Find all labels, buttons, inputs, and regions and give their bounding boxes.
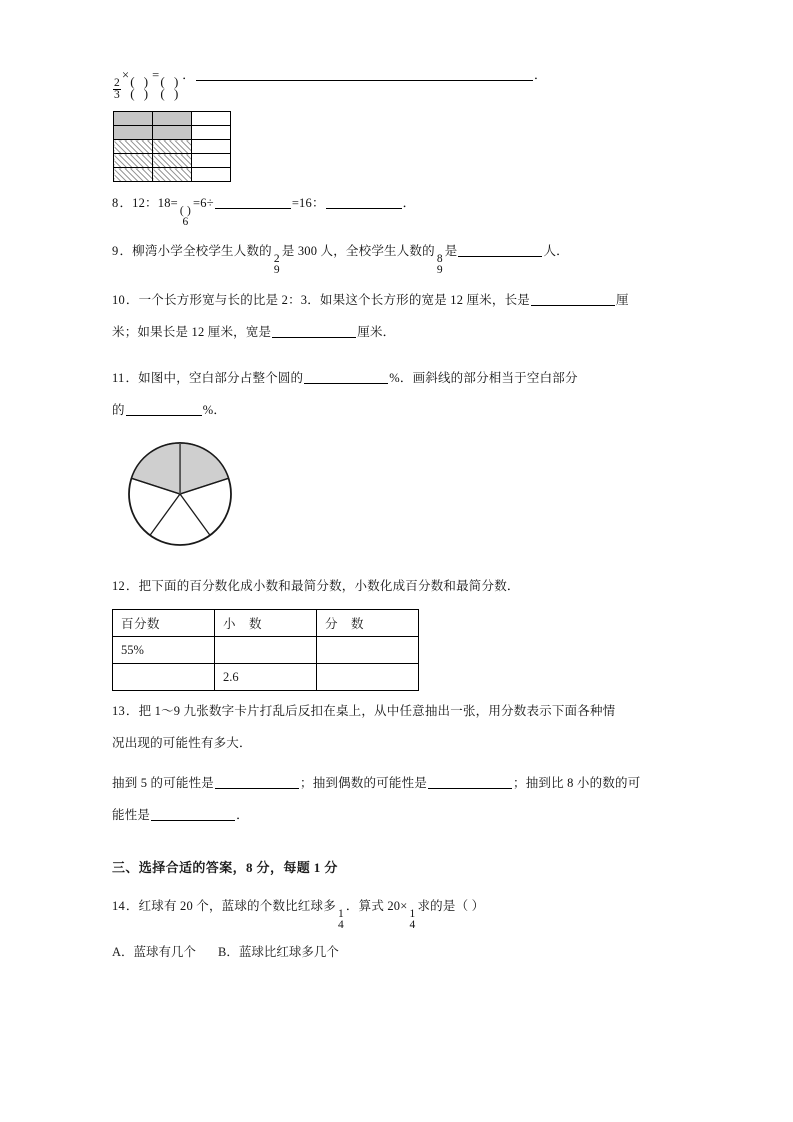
question-11-number: 11: [112, 371, 125, 385]
answer-blank-9[interactable]: [458, 243, 542, 257]
question-9-text-b: 是 300 人，全校学生人数的: [281, 244, 435, 258]
table-row: [114, 140, 231, 154]
question-8-text-a: 12：18=: [132, 196, 178, 210]
question-13-line4: [112, 799, 684, 831]
section-3-heading: 三、选择合适的答案，8 分，每题 1 分: [112, 860, 338, 875]
question-11-line2: [112, 394, 684, 426]
fraction-two-ninths: 2 9: [273, 253, 280, 276]
question-14-choices: [112, 939, 684, 965]
grid-cell: [153, 140, 192, 154]
answer-blank-8b[interactable]: [326, 195, 402, 209]
question-9-number: 9: [112, 244, 119, 258]
question-10-number: 10: [112, 293, 125, 307]
question-11-text-c: 的: [112, 403, 125, 417]
table-row: [114, 112, 231, 126]
pie-chart-five-sectors: [126, 440, 234, 548]
question-9: [112, 236, 684, 276]
table-header-row: [113, 610, 419, 637]
answer-blank-11a[interactable]: [304, 370, 388, 384]
equals-sign: =: [152, 68, 160, 82]
fraction-one-quarter-a: 1 4: [337, 908, 344, 931]
question-14-dot: ．: [125, 899, 139, 913]
answer-blank-10a[interactable]: [531, 292, 615, 306]
grid-cell: [192, 126, 231, 140]
question-13-text-e: ；抽到比 8 小的数的可: [513, 776, 641, 790]
question-14: [112, 889, 684, 931]
worksheet-page: [112, 0, 684, 965]
grid-cell: [153, 168, 192, 182]
table-row: [114, 126, 231, 140]
choice-a[interactable]: A．蓝球有几个: [112, 945, 197, 959]
table-row: [114, 168, 231, 182]
question-8-text-c: =16：: [291, 196, 325, 210]
grid-cell: [114, 154, 153, 168]
question-8-text-b: =6÷: [193, 196, 214, 210]
question-12-number: 12: [112, 579, 125, 593]
question-13-text-f: 能性是: [112, 808, 151, 822]
answer-blank-13b[interactable]: [428, 775, 512, 789]
question-7-expression: [112, 60, 684, 101]
question-8-number: 8: [112, 196, 119, 210]
question-14-answer-parens[interactable]: （ ）: [455, 899, 485, 913]
conversion-table: [112, 609, 419, 691]
question-14-number: 14: [112, 899, 125, 913]
question-8-dot: ．: [119, 196, 133, 210]
table-row: [113, 637, 419, 664]
grid-cell: [114, 140, 153, 154]
grid-cell: [153, 112, 192, 126]
question-13-text-d: ；抽到偶数的可能性是: [300, 776, 428, 790]
cell-fraction-r1[interactable]: [317, 637, 419, 664]
question-8-end: ．: [402, 196, 416, 210]
question-11-figure: [126, 440, 684, 553]
question-9-text-c: 是: [444, 244, 458, 258]
question-13-text-g: ．: [236, 808, 249, 822]
grid-cell: [114, 112, 153, 126]
trailing-period-7: ．: [534, 68, 547, 82]
question-10-text-a: 一个长方形宽与长的比是 2：3．如果这个长方形的宽是 12 厘米，长是: [138, 293, 530, 307]
question-10-line2: [112, 316, 684, 348]
question-13-dot: ．: [125, 704, 139, 718]
question-8: [112, 188, 684, 228]
question-7-grid-wrap: [113, 111, 684, 182]
table-row: [114, 154, 231, 168]
grid-cell: [153, 154, 192, 168]
cell-decimal-r1[interactable]: [215, 637, 317, 664]
cell-percent-r1: 55%: [113, 637, 215, 664]
column-header-decimal: 小 数: [215, 610, 317, 637]
question-13-text-a: 把 1～9 九张数字卡片打乱后反扣在桌上，从中任意抽出一张，用分数表示下面各种情: [138, 704, 616, 718]
fraction-one-quarter-b: 1 4: [409, 908, 416, 931]
question-13-line3: [112, 767, 684, 799]
question-10: [112, 284, 684, 316]
question-9-text-a: 柳湾小学全校学生人数的: [132, 244, 272, 258]
paren-fraction-2: ( ) ( ): [160, 74, 182, 101]
answer-blank-11b[interactable]: [126, 402, 202, 416]
multiply-sign: ×: [121, 68, 130, 82]
answer-blank-13a[interactable]: [215, 775, 299, 789]
grid-cell: [192, 154, 231, 168]
question-10-text-b: 厘: [616, 293, 629, 307]
answer-blank-10b[interactable]: [272, 324, 356, 338]
question-12-text: 把下面的百分数化成小数和最简分数，小数化成百分数和最简分数．: [138, 579, 520, 593]
question-12: [112, 571, 684, 601]
column-header-fraction: 分 数: [317, 610, 419, 637]
answer-blank-7[interactable]: [196, 67, 533, 81]
column-header-percent: 百分数: [113, 610, 215, 637]
question-9-text-d: 人．: [543, 244, 569, 258]
grid-cell: [192, 168, 231, 182]
fraction-blank-over-six: ( ) 6: [179, 205, 192, 228]
question-11-text-d: %．: [202, 403, 227, 417]
question-10-text-d: 厘米．: [357, 325, 396, 339]
paren-fraction-1: ( ) ( ): [130, 74, 152, 101]
question-10-dot: ．: [125, 293, 139, 307]
question-9-dot: ．: [119, 244, 133, 258]
question-11-text-b: %．画斜线的部分相当于空白部分: [389, 371, 578, 385]
cell-fraction-r2[interactable]: [317, 664, 419, 691]
choice-b[interactable]: B．蓝球比红球多几个: [218, 945, 339, 959]
period-after-expression: ．: [182, 68, 195, 82]
question-14-text-a: 红球有 20 个，蓝球的个数比红球多: [138, 899, 336, 913]
grid-cell: [192, 140, 231, 154]
question-13-line2: [112, 727, 684, 759]
table-row: [113, 664, 419, 691]
grid-cell: [192, 112, 231, 126]
question-14-text-b: ．算式 20×: [345, 899, 408, 913]
question-13-text-b: 况出现的可能性有多大．: [112, 736, 252, 750]
grid-cell: [153, 126, 192, 140]
fraction-eight-ninths: 8 9: [436, 253, 443, 276]
question-13: [112, 695, 684, 727]
question-12-dot: ．: [125, 579, 139, 593]
fraction-two-thirds: $\frac{2}{3}$: [114, 77, 120, 101]
question-10-text-c: 米；如果长是 12 厘米，宽是: [112, 325, 272, 339]
question-11: [112, 362, 684, 394]
answer-blank-8a[interactable]: [215, 195, 291, 209]
answer-blank-13c[interactable]: [151, 807, 235, 821]
grid-cell: [114, 168, 153, 182]
question-13-text-c: 抽到 5 的可能性是: [112, 776, 215, 790]
shaded-grid: [113, 111, 231, 182]
grid-cell: [114, 126, 153, 140]
question-14-text-c: 求的是: [417, 899, 456, 913]
cell-decimal-r2: 2.6: [215, 664, 317, 691]
question-11-text-a: 如图中，空白部分占整个圆的: [138, 371, 304, 385]
cell-percent-r2[interactable]: [113, 664, 215, 691]
question-13-number: 13: [112, 704, 125, 718]
question-11-dot: ．: [125, 371, 139, 385]
